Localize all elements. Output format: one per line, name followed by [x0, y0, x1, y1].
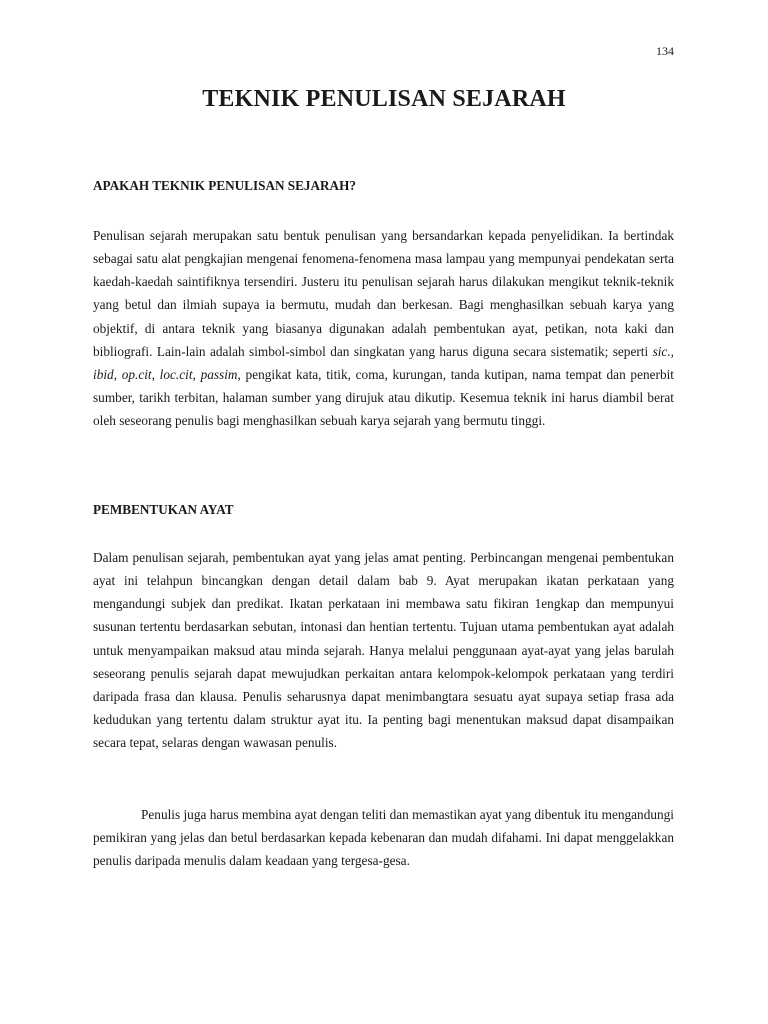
- paragraph-pembentukan-ayat: Dalam penulisan sejarah, pembentukan ayat yang jelas amat penting. Perbincangan mengenai pembentukan ayat ini telahpun bincangkan dengan detail dalam bab 9. Ayat merupakan ikatan perkataan yang mengandungi subjek dan predikat. Ikatan perkataan ini membawa satu fikiran 1engkap dan mempunyui susunan tertentu berdasarkan sebutan, intonasi dan hentian tertentu. Tujuan utama pembentukan ayat adalah untuk menyampaikan maksud atau minda sejarah. Hanya melalui penggunaan ayat-ayat yang jelas barulah seseorang penulis sejarah dapat mewujudkan perkaitan antara kelompok-kelompok perkataan yang terdiri daripada frasa dan klausa. Penulis seharusnya dapat menimbangtara sesuatu ayat supaya setiap frasa ada kedudukan yang tertentu dalam struktur ayat itu. Ia penting bagi menentukan maksud dapat disampaikan secara tepat, selaras dengan wawasan penulis.: [93, 550, 674, 751]
- section-heading-apakah: APAKAH TEKNIK PENULISAN SEJARAH?: [93, 178, 356, 193]
- paragraph-penulis: Penulis juga harus membina ayat dengan teliti dan memastikan ayat yang dibentuk itu mengandungi pemikiran yang jelas dan betul berdasarkan kepada kebenaran dan mudah difahami. Ini dapat menggelakkan penulis daripada menulis dalam keadaan yang tergesa-gesa.: [93, 807, 674, 869]
- paragraph-intro: Penulisan sejarah merupakan satu bentuk penulisan yang bersandarkan kepada penyelidikan. Ia bertindak sebagai satu alat pengkajian mengenai fenomena-fenomena masa lampau yang mempunyai pendekatan serta kaedah-kaedah saintifiknya tersendiri. Justeru itu penulisan sejarah harus dilakukan mengikut teknik-teknik yang betul dan ilmiah supaya ia bermutu, mudah dan berkesan. Bagi menghasilkan sebuah karya yang objektif, di antara teknik yang biasanya digunakan adalah pembentukan ayat, petikan, nota kaki dan bibliografi. Lain-lain adalah simbol-simbol dan singkatan yang harus diguna secara sistematik; seperti sic., ibid, op.cit, loc.cit, passim, pengikat kata, titik, coma, kurungan, tanda kutipan, nama tempat dan penerbit sumber, tarikh terbitan, halaman sumber yang dirujuk atau dikutip. Kesemua teknik ini harus diambil berat oleh seseorang penulis bagi menghasilkan sebuah karya sejarah yang bermutu tinggi.: [93, 228, 674, 429]
- paragraph-intro-text-end: , pengikat kata, titik, coma, kurungan, tanda kutipan, nama tempat dan penerbit sumber, tarikh terbitan, halaman sumber yang dirujuk atau dikutip. Kesemua teknik ini harus diambil berat oleh seseorang penulis bagi menghasilkan sebuah karya sejarah yang bermutu tinggi.: [93, 366, 674, 429]
- term-loc-cit: loc.cit: [159, 366, 193, 382]
- term-op-cit: op.cit: [121, 366, 152, 382]
- term-sic: sic.: [652, 343, 671, 359]
- term-ibid: ibid: [93, 366, 114, 382]
- page-number: 134: [656, 44, 674, 58]
- section-heading-pembentukan-ayat: PEMBENTUKAN AYAT: [93, 502, 234, 517]
- term-passim: passim: [200, 366, 238, 382]
- page-title: TEKNIK PENULISAN SEJARAH: [202, 86, 566, 112]
- paragraph-intro-text-start: Penulisan sejarah merupakan satu bentuk penulisan yang bersandarkan kepada penyelidikan. Ia bertindak sebagai satu alat pengkajian mengenai fenomena-fenomena masa lampau yang mempunyai pendekatan serta kaedah-kaedah saintifiknya tersendiri. Justeru itu penulisan sejarah harus dilakukan mengikut teknik-teknik yang betul dan ilmiah supaya ia bermutu, mudah dan berkesan. Bagi menghasilkan sebuah karya yang objektif, di antara teknik yang biasanya digunakan adalah pembentukan ayat, petikan, nota kaki dan bibliografi. Lain-lain adalah simbol-simbol dan singkatan yang harus diguna secara sistematik; seperti: [93, 228, 674, 359]
